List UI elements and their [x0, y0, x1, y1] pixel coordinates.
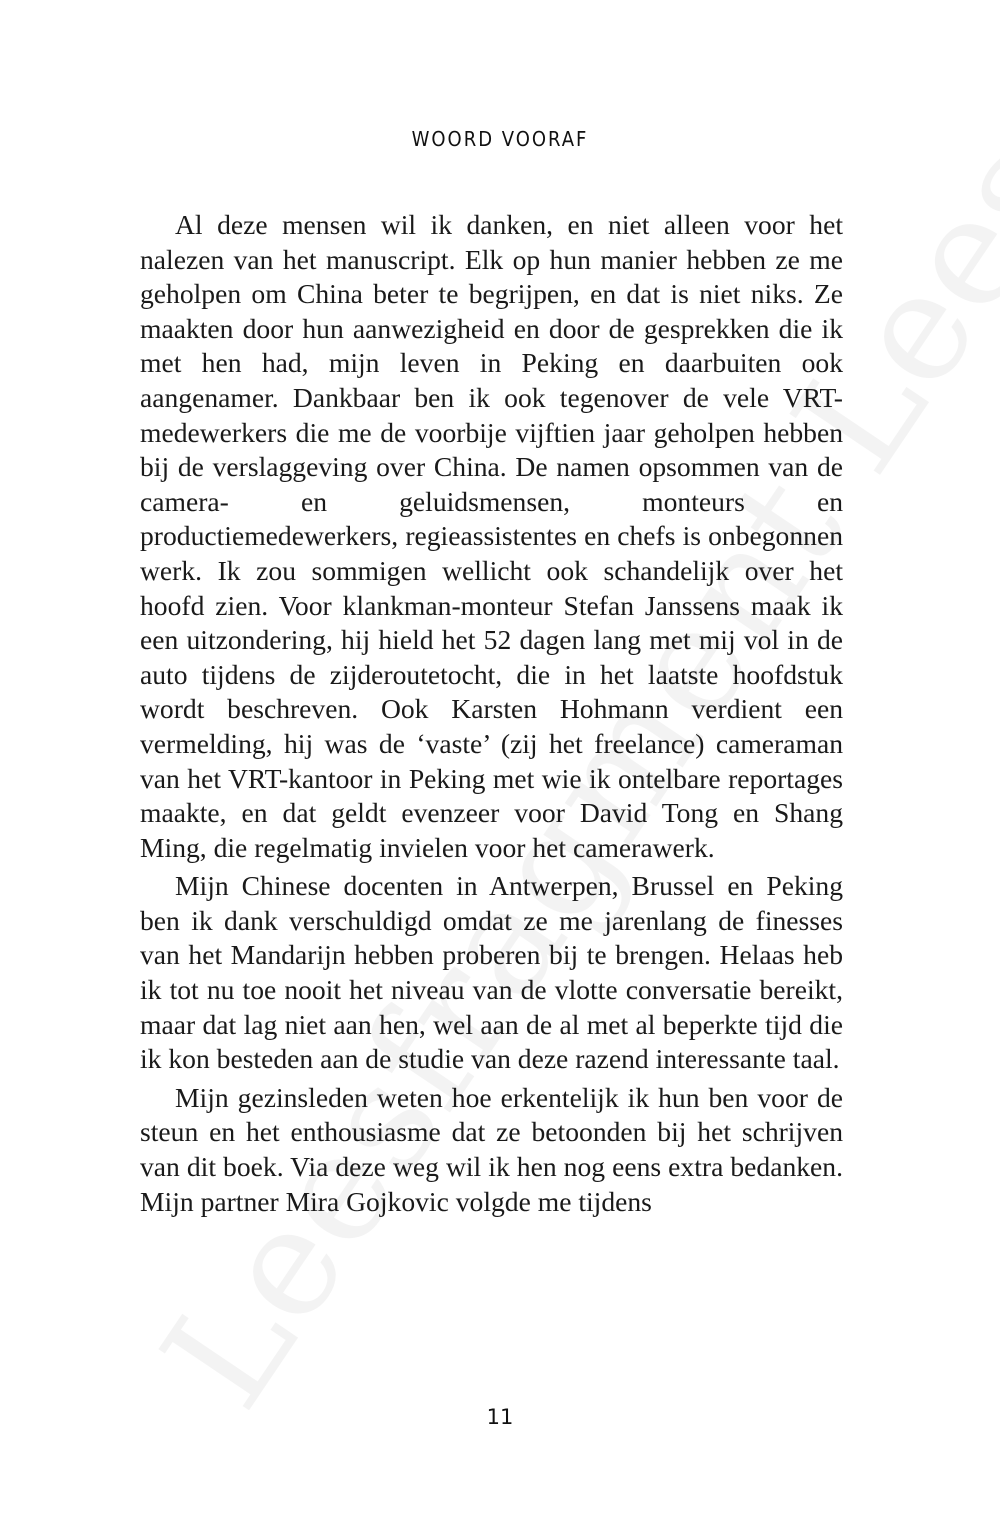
paragraph: Al deze mensen wil ik danken, en niet alleen voor het nalezen van het manuscript. Elk op hun manier hebben ze me geholpen om China beter te begrijpen, en dat is niet niks. Ze maakten door hun aanwezigheid en door de gesprekken die ik met hen had, mijn leven in Peking en daarbuiten ook aangenamer. Dankbaar ben ik ook tegenover de vele VRT-medewerkers die me de voorbije vijftien jaar geholpen hebben bij de verslaggeving over China. De namen opsommen van de camera- en geluidsmensen, monteurs en productiemedewerkers, regieassistentes en chefs is onbegonnen werk. Ik zou sommigen wellicht ook schandelijk over het hoofd zien. Voor klankman-monteur Stefan Janssens maak ik een uitzondering, hij hield het 52 dagen lang met mij vol in de auto tijdens de zijderoutetocht, die in het laatste hoofdstuk wordt beschreven. Ook Karsten Hohmann verdient een vermelding, hij was de ‘vaste’ (zij het freelance) cameraman van het VRT-kantoor in Peking met wie ik ontelbare reportages maakte, en dat geldt evenzeer voor David Tong en Shang Ming, die regelmatig invielen voor het camerawerk.	[140, 209, 843, 863]
paragraph: Mijn gezinsleden weten hoe erkentelijk ik hun ben voor de steun en het enthousiasme dat ze betoonden bij het schrijven van dit boek. Via deze weg wil ik hen nog eens extra bedanken. Mijn partner Mira Gojkovic volgde me tijdens	[140, 1081, 843, 1217]
running-head: WOORD VOORAF	[411, 127, 589, 151]
page-number: 11	[486, 1405, 514, 1429]
paragraph: Mijn Chinese docenten in Antwerpen, Brussel en Peking ben ik dank verschuldigd omdat ze me jarenlang de finesses van het Mandarijn hebben proberen bij te brengen. Helaas heb ik tot nu toe nooit het niveau van de vlotte conversatie bereikt, maar dat lag niet aan hen, wel aan de al met al beperkte tijd die ik kon besteden aan de studie van deze razend interessante taal.	[140, 870, 843, 1075]
body-text	[140, 208, 843, 1219]
